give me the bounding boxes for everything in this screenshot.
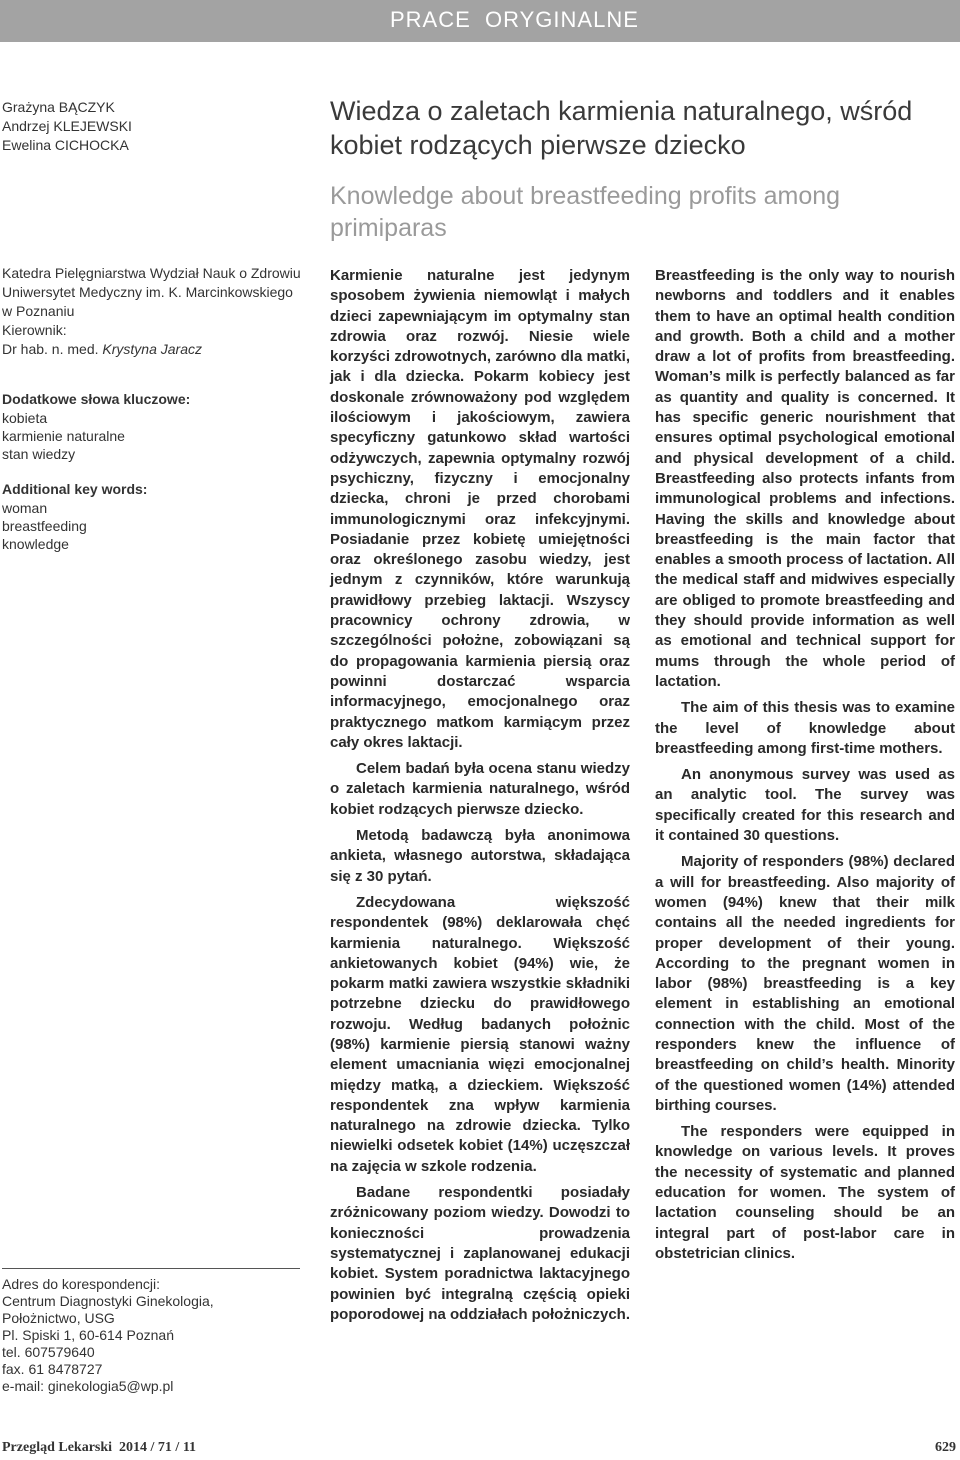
author-name: Andrzej KLEJEWSKI bbox=[2, 118, 132, 134]
abstract-paragraph: The responders were equipped in knowledge on various levels. It proves the necessity of systematic and planned education for women. The system of lactation counseling should be an integral part of post-labor care in obstetrician clinics. bbox=[655, 1123, 955, 1262]
abstract-paragraph: Badane respondentki posiadały zróżnicowany poziom wiedzy. Dowodzi to konieczności prowadzenia systematycznej i zaplanowanej edukacji kobiet. System poradnictwa laktacyjnego powinien być integralną częścią opieki poporodowej na oddziałach położniczych. bbox=[330, 1184, 631, 1323]
author-name: Ewelina CICHOCKA bbox=[2, 137, 129, 153]
abstract-paragraph: Celem badań była ocena stanu wiedzy o zaletach karmienia naturalnego, wśród kobiet rodzących pierwsze dziecko. bbox=[330, 760, 630, 818]
address-line: Centrum Diagnostyki Ginekologia, bbox=[2, 1293, 214, 1309]
affiliation-line: w Poznaniu bbox=[2, 303, 75, 319]
keyword: stan wiedzy bbox=[2, 446, 76, 462]
section-title: PRACE ORYGINALNE bbox=[390, 7, 639, 32]
head-title: Dr hab. n. med. bbox=[2, 341, 99, 357]
department-head bbox=[2, 340, 302, 359]
affiliation-line: Kierownik: bbox=[2, 322, 67, 338]
keywords-heading: Additional key words: bbox=[2, 481, 148, 497]
address-line: Położnictwo, USG bbox=[2, 1310, 115, 1326]
abstract-paragraph: Majority of responders (98%) declared a will for breastfeeding. Also majority of women (94%) knew that their milk contains all the needed ingredients for proper development of their young. According to the pregnant women in labor (98%) breastfeeding is a key element in establishing an emotional connection with the child. Most of the responders knew the influence of breastfeeding on child’s health. Minority of the questioned women (14%) attended birthing courses. bbox=[655, 853, 955, 1114]
affiliation-line: Katedra Pielęgniarstwa Wydział Nauk o Zdrowiu bbox=[2, 265, 301, 281]
article-title-english: Knowledge about breastfeeding profits among primiparas bbox=[330, 182, 841, 242]
author-name: Grażyna BĄCZYK bbox=[2, 99, 115, 115]
keywords-english bbox=[2, 480, 302, 553]
abstract-paragraph: An anonymous survey was used as an analytic tool. The survey was specifically created for this research and it contained 30 questions. bbox=[655, 766, 955, 845]
abstract-english bbox=[655, 266, 955, 1270]
journal-citation: Przegląd Lekarski 2014 / 71 / 11 bbox=[2, 1440, 197, 1455]
address-divider bbox=[2, 1268, 300, 1269]
abstract-polish bbox=[330, 266, 630, 1331]
author-list bbox=[2, 98, 302, 155]
affiliation-line: Uniwersytet Medyczny im. K. Marcinkowskiego bbox=[2, 284, 293, 300]
section-banner bbox=[0, 0, 960, 42]
article-title-polish: Wiedza o zaletach karmienia naturalnego, wśród kobiet rodzących pierwsze dziecko bbox=[330, 96, 913, 160]
abstract-paragraph: The aim of this thesis was to examine the level of knowledge about breastfeeding among first-time mothers. bbox=[655, 699, 955, 757]
abstract-paragraph: Zdecydowana większość respondentek (98%) deklarowała chęć karmienia naturalnego. Większość ankietowanych kobiet (94%) wie, że pokarm matki zawiera wszystkie składniki potrzebne dziecku do prawidłowego rozwoju. Według badanych położnic (98%) karmienie piersią stanowi ważny element umacniania więzi emocjonalnej między matką, a dzieckiem. Większość respondentek zna wpływ karmienia naturalnego na zdrowie dziecka. Tylko niewielki odsetek kobiet (14%) uczęszczał na zajęcia w szkole rodzenia. bbox=[330, 893, 630, 1175]
keywords-polish bbox=[2, 390, 302, 463]
affiliation bbox=[2, 264, 302, 359]
correspondence-address bbox=[2, 1276, 302, 1395]
address-line: fax. 61 8478727 bbox=[2, 1361, 103, 1377]
keyword: breastfeeding bbox=[2, 518, 87, 534]
keywords-heading: Dodatkowe słowa kluczowe: bbox=[2, 391, 191, 407]
keyword: karmienie naturalne bbox=[2, 428, 125, 444]
keyword: knowledge bbox=[2, 536, 69, 552]
keyword: kobieta bbox=[2, 410, 48, 426]
head-name: Krystyna Jaracz bbox=[102, 341, 202, 357]
abstract-paragraph: Breastfeeding is the only way to nourish newborns and toddlers and it enables them to have an optimal health condition and growth. Both a child and a mother draw a lot of profits from breastfeeding. Woman’s milk is perfectly balanced as far as quantity and quality is concerned. It has specific generic nourishment that ensures optimal psychological emotional and physical development of a child. Breastfeeding also protects infants from immunological problems and infections. Having the skills and knowledge about breastfeeding is the main factor that enables a smooth process of lactation. All the medical staff and midwives especially are obliged to promote breastfeeding and they should provide information as well as emotional and technical support for mums through the whole period of lactation. bbox=[655, 267, 955, 690]
address-line: tel. 607579640 bbox=[2, 1344, 95, 1360]
page-number: 629 bbox=[935, 1440, 956, 1455]
address-line: Pl. Spiski 1, 60-614 Poznań bbox=[2, 1327, 174, 1343]
address-line: Adres do korespondencji: bbox=[2, 1276, 160, 1292]
email-address: e-mail: ginekologia5@wp.pl bbox=[2, 1378, 174, 1394]
abstract-paragraph: Metodą badawczą była anonimowa ankieta, własnego autorstwa, składająca się z 30 pytań. bbox=[330, 827, 630, 885]
abstract-paragraph: Karmienie naturalne jest jedynym sposobem żywienia niemowląt i małych dzieci zapewniającym im optymalny stan zdrowia oraz rozwój. Niesie wiele korzyści zdrowotnych, zarówno dla matki, jak i dla dziecka. Pokarm kobiecy jest doskonale zrównoważony pod względem ilościowym i jakościowym, zawiera specyficzny gatunkowo skład wartości odżywczych, zapewnia optymalny rozwój psychiczny, fizyczny i emocjonalny dziecka, chroni je przed chorobami immunologicznymi oraz infekcyjnymi. Posiadanie przez kobietę umiejętności oraz określonego zasobu wiedzy, jest jednym z czynników, które warunkują prawidłowy przebieg laktacji. Wszyscy pracownicy ochrony zdrowia, w szczególności położne, zobowiązani są do propagowania karmienia piersią oraz powinni dostarczać wsparcia informacyjnego, emocjonalnego oraz praktycznego matkom karmiącym przez cały okres laktacji. bbox=[330, 267, 630, 751]
keyword: woman bbox=[2, 500, 48, 516]
